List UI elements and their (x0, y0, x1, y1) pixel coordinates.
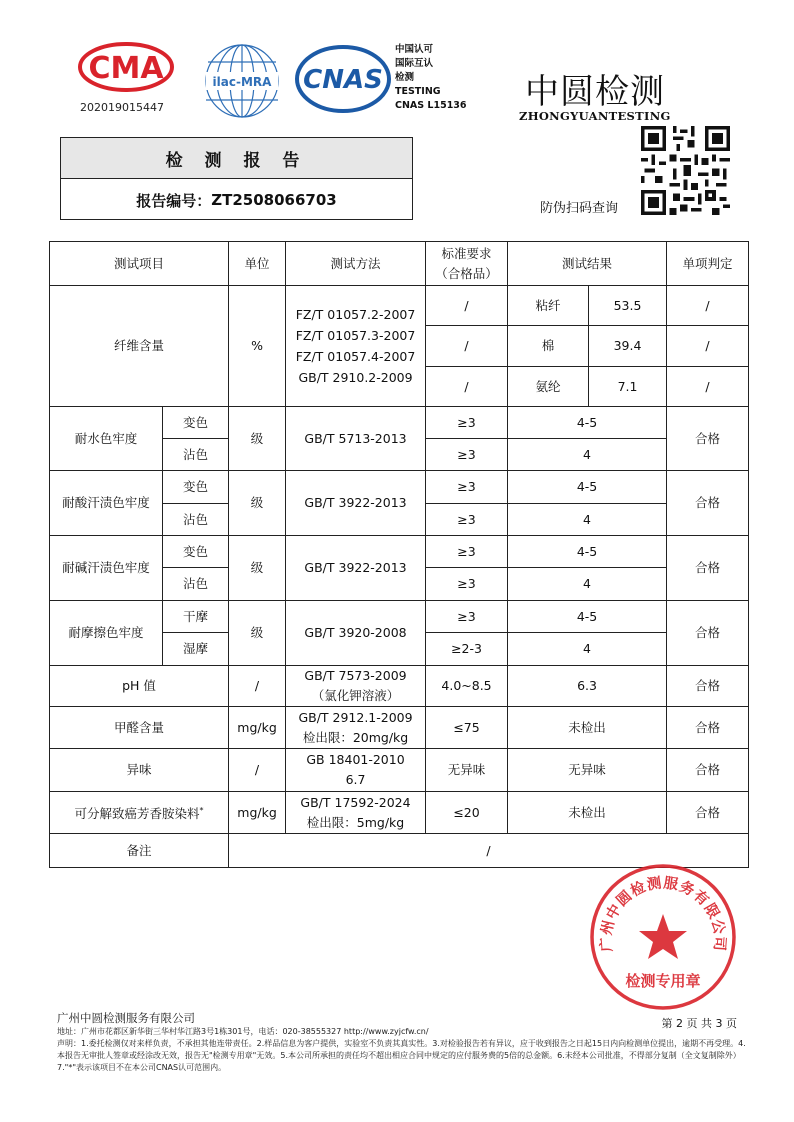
fastness-std: ≥3 (426, 471, 508, 504)
fastness-std: ≥3 (426, 439, 508, 471)
fastness-item: 耐酸汗渍色牢度 (50, 471, 163, 536)
table-row (50, 601, 749, 633)
other-unit: mg/kg (229, 792, 286, 834)
qr-caption: 防伪扫码查询 (540, 201, 619, 216)
fiber-item: 纤维含量 (50, 286, 229, 407)
fastness-method: GB/T 3922-2013 (286, 471, 426, 536)
fastness-item: 耐碱汗渍色牢度 (50, 536, 163, 601)
header-standard-line: （合格品） (435, 265, 498, 281)
report-number-label: 报告编号： (136, 191, 212, 210)
fiber-judge: / (667, 326, 749, 367)
other-method (286, 707, 426, 749)
other-method (286, 792, 426, 834)
header-method: 测试方法 (286, 242, 426, 286)
fiber-std: / (426, 326, 508, 367)
fastness-sub: 变色 (163, 407, 229, 439)
fiber-value: 39.4 (589, 326, 667, 367)
official-seal-stamp (588, 862, 738, 1012)
header-item: 测试项目 (50, 242, 229, 286)
fiber-methods (286, 286, 426, 407)
other-result: 未检出 (508, 707, 667, 749)
table-row (50, 286, 749, 326)
other-std: ≤20 (426, 792, 508, 834)
qr-code-icon[interactable] (641, 126, 730, 215)
cnas-accreditation-text (395, 43, 467, 113)
fastness-std: ≥3 (426, 568, 508, 601)
other-method-line: （氯化钾溶液） (311, 688, 400, 703)
stamp-sub-text: 检测专用章 (625, 972, 701, 990)
fiber-std: / (426, 367, 508, 407)
report-number-value: ZT2508066703 (211, 191, 337, 209)
header-unit: 单位 (229, 242, 286, 286)
cnas-line: TESTING (395, 86, 441, 97)
other-std: ≤75 (426, 707, 508, 749)
other-item: 异味 (50, 749, 229, 792)
footer (57, 1011, 747, 1074)
fastness-std: ≥3 (426, 601, 508, 633)
fastness-sub: 沾色 (163, 568, 229, 601)
cnas-line: 国际互认 (395, 58, 434, 69)
fastness-std: ≥2-3 (426, 633, 508, 666)
fastness-method: GB/T 3920-2008 (286, 601, 426, 666)
fastness-item: 耐水色牢度 (50, 407, 163, 471)
fastness-method: GB/T 3922-2013 (286, 536, 426, 601)
fastness-result: 4 (508, 568, 667, 601)
fiber-unit: % (229, 286, 286, 407)
other-result: 无异味 (508, 749, 667, 792)
fastness-result: 4-5 (508, 407, 667, 439)
other-method (286, 666, 426, 707)
table-row (50, 666, 749, 707)
fiber-name: 棉 (508, 326, 589, 367)
cnas-exclusion-mark: * (199, 805, 204, 815)
remark-value: / (229, 834, 749, 868)
fastness-result: 4-5 (508, 471, 667, 504)
footer-statement: 声明：1.委托检测仅对来样负责，不承担其他连带责任。2.样品信息为客户提供，实验室不负责其真实性。3.对检验报告若有异议，应于收到报告之日起15日内向检测单位提出，逾期不再受理。4.本报告无审批人签章或经涂改无效，报告无"检测专用章"无效。5.本公司所承担的责任均不超出相应合同中规定的应付服务费的5倍的总金额。6.未经本公司批准，不得部分复制（全文复制除外）7."*"表示该项目不在本公司CNAS认可范围内。 (57, 1039, 746, 1072)
other-item-text: 可分解致癌芳香胺染料 (74, 806, 200, 822)
page-number: 第 2 页 共 3 页 (661, 1017, 737, 1030)
fiber-method: FZ/T 01057.4-2007 (295, 349, 416, 364)
cnas-line: 检测 (395, 72, 415, 83)
fastness-result: 4 (508, 439, 667, 471)
report-title-box (60, 137, 413, 220)
table-row (50, 792, 749, 834)
other-std: 无异味 (426, 749, 508, 792)
other-item (50, 792, 229, 834)
other-method-line: GB/T 2912.1-2009 (298, 709, 413, 725)
fiber-method: GB/T 2910.2-2009 (298, 370, 413, 385)
fiber-std: / (426, 286, 508, 326)
fastness-unit: 级 (229, 536, 286, 601)
fastness-std: ≥3 (426, 407, 508, 439)
table-row (50, 749, 749, 792)
fastness-std: ≥3 (426, 536, 508, 568)
cma-code: 202019015447 (80, 101, 164, 114)
fiber-name: 氨纶 (508, 367, 589, 407)
header-standard (426, 242, 508, 286)
fiber-value: 53.5 (589, 286, 667, 326)
fastness-unit: 级 (229, 471, 286, 536)
fastness-sub: 沾色 (163, 504, 229, 536)
fastness-item: 耐摩擦色牢度 (50, 601, 163, 666)
fastness-method: GB/T 5713-2013 (286, 407, 426, 471)
fastness-sub: 湿摩 (163, 633, 229, 666)
fastness-judge: 合格 (667, 471, 749, 536)
table-header-row (50, 242, 749, 286)
fiber-method: FZ/T 01057.3-2007 (295, 328, 416, 343)
fastness-judge: 合格 (667, 407, 749, 471)
other-judge: 合格 (667, 666, 749, 707)
other-result: 6.3 (508, 666, 667, 707)
cnas-logo (293, 44, 393, 114)
cnas-line: CNAS L15136 (395, 100, 467, 111)
fastness-result: 4-5 (508, 536, 667, 568)
cnas-line: 中国认可 (395, 44, 434, 55)
star-icon (639, 914, 687, 959)
fastness-result: 4 (508, 633, 667, 666)
other-method-line: 检出限：20mg/kg (302, 729, 409, 745)
fiber-judge: / (667, 286, 749, 326)
cma-logo (78, 42, 174, 92)
table-row (50, 707, 749, 749)
fiber-method: FZ/T 01057.2-2007 (295, 307, 416, 322)
remark-label: 备注 (50, 834, 229, 868)
fastness-unit: 级 (229, 601, 286, 666)
other-std: 4.0~8.5 (426, 666, 508, 707)
brand-name-en: ZHONGYUANTESTING (519, 109, 671, 123)
fastness-sub: 干摩 (163, 601, 229, 633)
footer-address: 地址：广州市花都区新华街三华村华江路3号1栋301号，电话：020-38555327 http://www.zyjcfw.cn/ (57, 1027, 429, 1036)
fastness-std: ≥3 (426, 504, 508, 536)
stamp-ring-text: 广州中圆检测服务有限公司 (598, 875, 728, 953)
fastness-judge: 合格 (667, 601, 749, 666)
other-judge: 合格 (667, 749, 749, 792)
other-method-line: GB/T 17592-2024 (300, 794, 411, 810)
ilac-mra-logo (202, 42, 282, 120)
other-method-line: GB 18401-2010 (306, 752, 405, 767)
fastness-result: 4-5 (508, 601, 667, 633)
other-item: pH 值 (50, 666, 229, 707)
header-judge: 单项判定 (667, 242, 749, 286)
header-result: 测试结果 (508, 242, 667, 286)
header-standard-line: 标准要求 (441, 245, 492, 261)
fiber-value: 7.1 (589, 367, 667, 407)
svg-text:CMA: CMA (88, 51, 164, 86)
footer-company: 广州中圆检测服务有限公司 (57, 1011, 195, 1025)
other-method-line: 6.7 (345, 772, 366, 787)
other-method-line: GB/T 7573-2009 (304, 668, 407, 683)
fastness-result: 4 (508, 504, 667, 536)
other-item: 甲醛含量 (50, 707, 229, 749)
fiber-judge: / (667, 367, 749, 407)
report-number (61, 179, 412, 221)
other-judge: 合格 (667, 707, 749, 749)
table-row (50, 407, 749, 439)
other-unit: / (229, 749, 286, 792)
other-unit: / (229, 666, 286, 707)
brand-name-cn: 中圆检测 (525, 72, 665, 112)
other-result: 未检出 (508, 792, 667, 834)
other-method (286, 749, 426, 792)
fiber-name: 粘纤 (508, 286, 589, 326)
fastness-sub: 沾色 (163, 439, 229, 471)
other-unit: mg/kg (229, 707, 286, 749)
svg-text:CNAS: CNAS (303, 65, 383, 95)
table-row (50, 471, 749, 504)
table-row (50, 536, 749, 568)
report-title: 检 测 报 告 (61, 138, 412, 179)
other-judge: 合格 (667, 792, 749, 834)
other-method-line: 检出限：5mg/kg (306, 814, 405, 830)
test-results-table (49, 241, 749, 868)
svg-text:ilac-MRA: ilac-MRA (212, 75, 272, 89)
fastness-sub: 变色 (163, 471, 229, 504)
fastness-unit: 级 (229, 407, 286, 471)
fastness-judge: 合格 (667, 536, 749, 601)
fastness-sub: 变色 (163, 536, 229, 568)
